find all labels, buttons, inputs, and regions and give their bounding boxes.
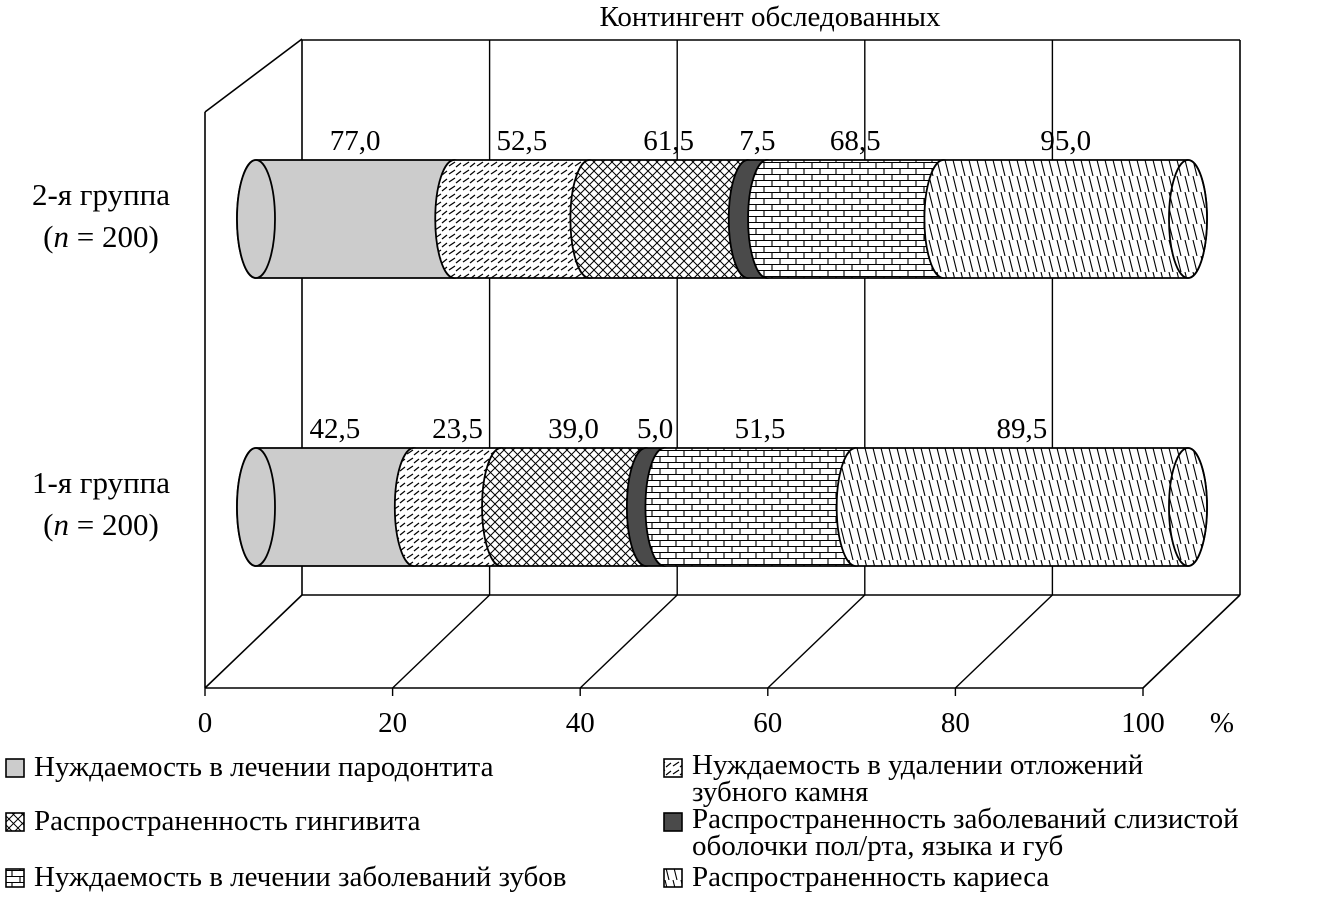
category-label: 1-я группа <box>31 465 171 500</box>
x-tick-label: 20 <box>378 707 408 739</box>
chart-title: Контингент обследованных <box>599 1 941 33</box>
n-open-paren: ( <box>43 219 54 254</box>
cylinder-segment <box>837 448 1207 566</box>
legend-swatch <box>6 813 24 831</box>
legend-label: Распространенность заболеваний слизистой <box>692 803 1239 835</box>
side-wall-top <box>205 39 302 112</box>
legend-swatch <box>664 759 682 777</box>
floor-gridline <box>580 595 677 688</box>
data-label: 23,5 <box>432 413 483 445</box>
cylinder-left-cap <box>237 160 275 278</box>
legend-label: Распространенность кариеса <box>692 861 1050 893</box>
data-label: 7,5 <box>739 125 776 157</box>
data-label: 89,5 <box>996 413 1048 445</box>
legend-label: зубного камня <box>692 776 869 808</box>
cylinder-right-cap <box>1169 448 1207 566</box>
x-tick-label: 0 <box>197 707 213 739</box>
legend-swatch <box>664 813 682 831</box>
data-label: 61,5 <box>643 125 694 157</box>
n-variable: n <box>53 219 70 254</box>
legend-label: Нуждаемость в лечении заболеваний зубов <box>34 861 567 893</box>
data-label: 68,5 <box>829 125 881 157</box>
data-label: 5,0 <box>637 413 674 445</box>
n-open-paren: ( <box>43 507 54 542</box>
cylinder-left-cap <box>237 448 275 566</box>
x-unit-label: % <box>1209 707 1235 739</box>
floor-right-edge <box>1143 595 1240 688</box>
x-tick-label: 80 <box>940 707 970 739</box>
data-label: 51,5 <box>734 413 786 445</box>
category-labels <box>32 177 170 542</box>
cylinder-group <box>237 160 1207 278</box>
legend <box>6 749 1239 893</box>
cylinder-right-cap <box>1169 160 1207 278</box>
category-n-label <box>43 219 159 254</box>
floor-gridline <box>768 595 865 688</box>
data-label: 52,5 <box>496 125 548 157</box>
legend-label: оболочки пол/рта, языка и губ <box>692 830 1064 862</box>
data-label: 77,0 <box>329 125 381 157</box>
x-tick-label: 100 <box>1121 707 1165 739</box>
data-label: 95,0 <box>1040 125 1092 157</box>
cylinder-group <box>237 448 1207 566</box>
floor-gridline <box>393 595 490 688</box>
x-tick-label: 60 <box>753 707 783 739</box>
cylinder-segment <box>924 160 1207 278</box>
data-label: 39,0 <box>548 413 599 445</box>
legend-swatch <box>6 869 24 887</box>
bars-layer <box>237 160 1207 566</box>
category-label: 2-я группа <box>31 177 171 212</box>
legend-label: Нуждаемость в удалении отложений <box>692 749 1144 781</box>
floor-gridline <box>955 595 1052 688</box>
x-tick-labels <box>198 707 1165 739</box>
n-value: = 200) <box>69 219 159 254</box>
category-n-label <box>43 507 159 542</box>
n-value: = 200) <box>69 507 159 542</box>
n-variable: n <box>53 507 70 542</box>
floor-left-edge <box>205 595 302 688</box>
data-label: 42,5 <box>309 413 361 445</box>
x-tick-label: 40 <box>565 707 595 739</box>
legend-swatch <box>6 759 24 777</box>
legend-label: Распространенность гингивита <box>34 805 421 837</box>
legend-label: Нуждаемость в лечении пародонтита <box>34 751 494 783</box>
legend-swatch <box>664 869 682 887</box>
